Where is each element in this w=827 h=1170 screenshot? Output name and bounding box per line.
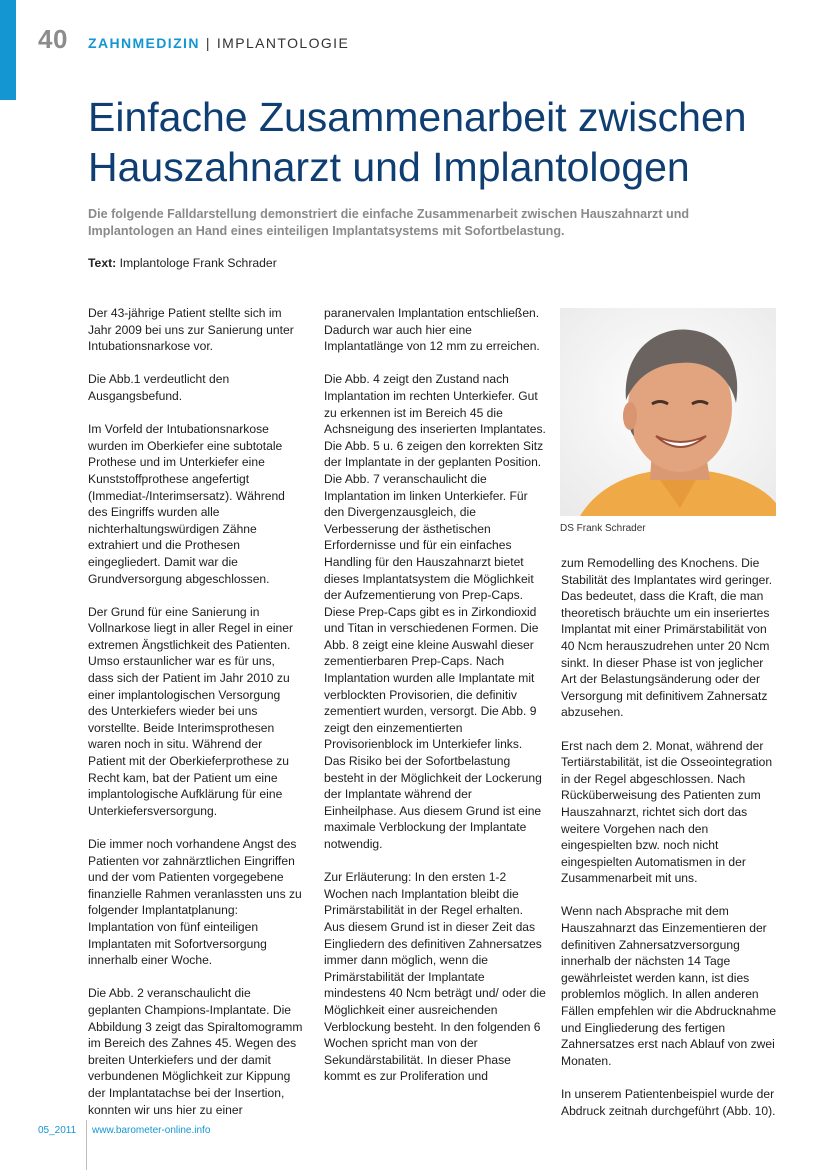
article-title-line1: Einfache Zusammenarbeit zwischen xyxy=(88,94,747,140)
paragraph: Zur Erläuterung: In den ersten 1-2 Wochen nach Implantation bleibt die Primärstabilität in der Regel erhalten. Aus diesem Grund ist in dieser Zeit das Eingliedern des definitiven Zahnersatzes immer dann möglich, wenn die Primärstabilität der Implantate mindestens 40 Ncm beträgt und/ oder die Möglichkeit einer ausreichenden Verblockung besteht. In den folgenden 6 Wochen spricht man von der Sekundärstabilität. In dieser Phase kommt es zur Proliferation und xyxy=(324,870,546,1084)
section-subcategory: IMPLANTOLOGIE xyxy=(216,35,350,51)
text-column-2 xyxy=(324,305,546,1102)
paragraph: Die Abb. 4 zeigt den Zustand nach Implantation im rechten Unterkiefer. Gut zu erkennen ist im Bereich 45 die Achsneigung des inserierten Implantates. Die Abb. 5 u. 6 zeigen den korrekten Sitz der Implantate in der geplanten Position. Die Abb. 7 veranschaulicht die Implantation im linken Unterkiefer. Für den Divergenzausgleich, die Verbesserung der ästhetischen Erfordernisse und für ein einfaches Handling für den Hauszahnarzt bietet dieses Implantatsystem die Möglichkeit der Aufzementierung von Prep-Caps. Diese Prep-Caps gibt es in Zirkondioxid und Titan in verschiedenen Formen. Die Abb. 8 zeigt eine kleine Auswahl dieser zementierbaren Prep-Caps. Nach Implantation wurden alle Implantate mit verblockten Provisorien, die definitiv zementiert wurden, versorgt. Die Abb. 9 zeigt den einzementierten Provisorienblock im Unterkiefer links. Das Risiko bei der Sofortbelastung besteht in der Möglichkeit der Lockerung der Implantate während der Einheilphase. Aus diesem Grund ist eine maximale Verblockung der Implantate notwendig. xyxy=(324,372,546,851)
article-title-line2: Hauszahnarzt und Implantologen xyxy=(88,144,690,190)
accent-bar xyxy=(0,0,16,100)
footer-divider xyxy=(86,1120,87,1170)
photo-caption: DS Frank Schrader xyxy=(560,523,646,534)
paragraph: Im Vorfeld der Intubationsnarkose wurden im Oberkiefer eine subtotale Prothese und im Unterkiefer eine Kunststoffprothese angefertigt (Immediat-/Interimsersatz). Während des Eingriffs wurden alle nichterhaltungswürdigen Zähne extrahiert und die Prothesen eingegliedert. Damit war die Grundversorgung abgeschlossen. xyxy=(88,422,285,586)
footer-issue: 05_2011 xyxy=(38,1125,77,1136)
byline xyxy=(88,256,277,270)
section-category: ZAHNMEDIZIN xyxy=(88,35,200,51)
article-intro: Die folgende Falldarstellung demonstriert die einfache Zusammenarbeit zwischen Hauszahnarzt und Implantologen an Hand eines einteiligen Implantatsystems mit Sofortbelastung. xyxy=(88,207,690,238)
paragraph: In unserem Patientenbeispiel wurde der Abdruck zeitnah durchgeführt (Abb. 10). xyxy=(561,1087,776,1118)
byline-label: Text: xyxy=(88,256,117,270)
author-photo xyxy=(560,308,776,516)
paragraph: Der Grund für eine Sanierung in Vollnarkose liegt in aller Regel in einer extremen Ängstlichkeit des Patienten. Umso erstaunlicher war es für uns, dass sich der Patient im Jahr 2010 zu einer implantologischen Versorgung des Unterkiefers wieder bei uns vorstellte. Beide Interimsprothesen waren noch in situ. Während der Patient mit der Oberkieferprothese zu Recht kam, bat der Patient um eine implantologische Aufklärung für eine Unterkiefersversorgung. xyxy=(88,604,294,818)
paragraph: Der 43-jährige Patient stellte sich im Jahr 2009 bei uns zur Sanierung unter Intubationsnarkose vor. xyxy=(88,306,294,354)
article-title xyxy=(88,92,788,192)
section-separator: | xyxy=(205,35,211,51)
text-column-3 xyxy=(561,555,779,1136)
byline-author: Implantologe Frank Schrader xyxy=(119,256,277,270)
paragraph: Die Abb.1 verdeutlicht den Ausgangsbefund. xyxy=(88,372,230,403)
footer-url-link[interactable]: www.barometer-online.info xyxy=(92,1125,211,1136)
paragraph: paranervalen Implantation entschließen. Dadurch war auch hier eine Implantatlänge von 12 mm zu erreichen. xyxy=(324,306,540,354)
text-column-1 xyxy=(88,305,303,1135)
paragraph: Die immer noch vorhandene Angst des Patienten vor zahnärztlichen Eingriffen und der vom Patienten vorgegebene finanzielle Rahmen veranlassten uns zu folgender Implantatplanung: Implantation von fünf einteiligen Implantaten mit Sofortversorgung innerhalb einer Woche. xyxy=(88,837,302,968)
paragraph: zum Remodelling des Knochens. Die Stabilität des Implantates wird geringer. Das bedeutet, dass die Kraft, die man theoretisch bräuchte um ein inseriertes Implantat mit einer Primärstabilität von 40 Ncm herauszudrehen unter 20 Ncm sinkt. In dieser Phase ist von jeglicher Art der Belastungsänderung oder der Versorgung mit definitivem Zahnersatz abzusehen. xyxy=(561,556,773,720)
paragraph: Erst nach dem 2. Monat, während der Tertiärstabilität, ist die Osseointegration in der Regel abgeschlossen. Nach Rücküberweisung des Patienten zum Hauszahnarzt, richtet sich dort das weitere Vorgehen nach den eingespielten bzw. noch nicht eingespielten Automatismen in der Zusammenarbeit mit uns. xyxy=(561,738,773,886)
paragraph: Wenn nach Absprache mit dem Hauszahnarzt das Einzementieren der definitiven Zahnersatzversorgung innerhalb der nächsten 14 Tage gewährleistet werden kann, ist dies problemlos möglich. In allen anderen Fällen empfehlen wir die Abdrucknahme und Eingliederung des fertigen Zahnersatzes erst nach Ablauf von zwei Monaten. xyxy=(561,904,777,1068)
paragraph: Die Abb. 2 veranschaulicht die geplanten Champions-Implantate. Die Abbildung 3 zeigt das Spiraltomogramm im Bereich des Zahnes 45. Wegen des breiten Unterkiefers und der damit verbundenen Möglichkeit zur Kippung der Implantatachse bei der Insertion, konnten wir uns hier zu einer xyxy=(88,986,303,1117)
section-header xyxy=(88,35,349,51)
page-number: 40 xyxy=(38,24,68,54)
